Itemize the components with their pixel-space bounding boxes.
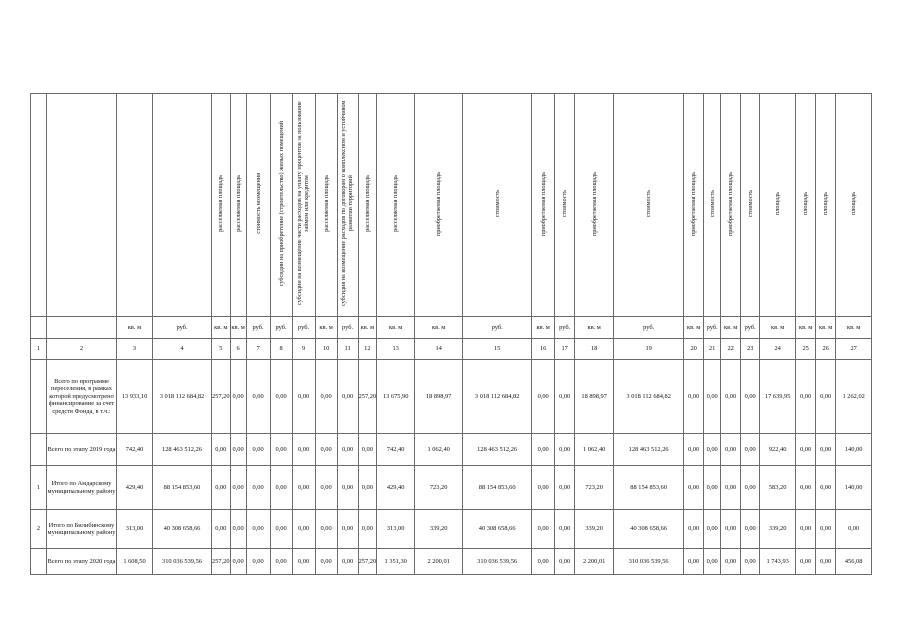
unit-cell: кв. м <box>212 317 231 339</box>
value-cell: 3 018 112 684,82 <box>153 360 212 434</box>
header-text: расселяемая площадь <box>234 175 242 233</box>
value-cell: 0,00 <box>741 510 760 549</box>
header-text: субсидии на приобретение (строительство) жилых помещений <box>277 121 285 287</box>
value-cell: 0,00 <box>721 360 741 434</box>
value-cell: 0,00 <box>230 360 246 434</box>
value-cell: 2 200,01 <box>575 549 614 575</box>
value-cell: 0,00 <box>741 466 760 510</box>
value-cell: 0,00 <box>337 510 358 549</box>
table-row <box>31 466 872 510</box>
column-number-cell: 17 <box>555 339 575 360</box>
unit-cell: кв. м <box>816 317 836 339</box>
value-cell: 0,00 <box>337 434 358 466</box>
unit-cell: руб. <box>270 317 292 339</box>
value-cell: 18 898,97 <box>575 360 614 434</box>
header-cell <box>358 94 377 317</box>
header-text: стоимость <box>645 190 653 218</box>
value-cell: 0,00 <box>704 549 721 575</box>
value-cell: 0,00 <box>704 434 721 466</box>
header-text: стоимость возмещения <box>254 173 262 235</box>
value-cell: 13 675,90 <box>377 360 415 434</box>
value-cell: 257,20 <box>212 549 231 575</box>
unit-cell: кв. м <box>684 317 704 339</box>
header-cell <box>212 94 231 317</box>
header-cell <box>337 94 358 317</box>
value-cell: 1 262,02 <box>836 360 872 434</box>
value-cell: 310 036 539,56 <box>153 549 212 575</box>
header-text: приобретаемая площадь <box>435 171 443 236</box>
table-row <box>31 510 872 549</box>
value-cell: 723,20 <box>415 466 463 510</box>
column-number-cell: 9 <box>292 339 315 360</box>
value-cell: 0,00 <box>212 434 231 466</box>
row-label-cell: Всего по этапу 2019 года <box>47 434 117 466</box>
column-number-cell: 1 <box>31 339 47 360</box>
unit-cell: кв. м <box>796 317 816 339</box>
header-cell <box>816 94 836 317</box>
header-cell <box>704 94 721 317</box>
column-number-cell: 27 <box>836 339 872 360</box>
value-cell: 257,20 <box>358 360 377 434</box>
value-cell: 339,20 <box>415 510 463 549</box>
value-cell: 339,20 <box>575 510 614 549</box>
header-text: субсидия на возмещение расходов по договорам о комплексном и устойчивом развитии территорий <box>340 101 355 307</box>
value-cell: 0,00 <box>230 466 246 510</box>
value-cell: 0,00 <box>270 549 292 575</box>
value-cell: 0,00 <box>741 434 760 466</box>
value-cell: 313,00 <box>117 510 153 549</box>
value-cell: 0,00 <box>212 510 231 549</box>
header-text: расселяемая площадь <box>363 175 371 233</box>
value-cell: 313,00 <box>377 510 415 549</box>
value-cell: 0,00 <box>315 510 337 549</box>
value-cell: 723,20 <box>575 466 614 510</box>
value-cell: 0,00 <box>684 466 704 510</box>
value-cell: 310 036 539,56 <box>614 549 684 575</box>
header-cell <box>246 94 270 317</box>
row-number-cell <box>31 360 47 434</box>
value-cell: 0,00 <box>270 434 292 466</box>
value-cell: 0,00 <box>292 510 315 549</box>
column-number-cell: 26 <box>816 339 836 360</box>
column-number-cell: 8 <box>270 339 292 360</box>
value-cell: 0,00 <box>315 434 337 466</box>
column-number-cell: 2 <box>47 339 117 360</box>
value-cell: 583,20 <box>760 466 796 510</box>
value-cell: 0,00 <box>684 434 704 466</box>
value-cell: 0,00 <box>741 360 760 434</box>
row-number-cell <box>31 549 47 575</box>
unit-cell: руб. <box>555 317 575 339</box>
column-number-cell: 15 <box>463 339 532 360</box>
resettlement-finance-table <box>30 93 872 575</box>
header-text: площадь <box>802 192 810 216</box>
value-cell: 0,00 <box>315 549 337 575</box>
value-cell: 18 898,97 <box>415 360 463 434</box>
value-cell: 742,40 <box>377 434 415 466</box>
header-cell <box>721 94 741 317</box>
value-cell: 40 308 658,66 <box>614 510 684 549</box>
column-number-cell: 22 <box>721 339 741 360</box>
table-row <box>31 549 872 575</box>
header-text: площадь <box>774 192 782 216</box>
value-cell: 0,00 <box>270 510 292 549</box>
header-text: расселяемая площадь <box>217 175 225 233</box>
header-cell <box>614 94 684 317</box>
header-text: расселяемая площадь <box>392 175 400 233</box>
value-cell: 922,40 <box>760 434 796 466</box>
value-cell: 310 036 539,56 <box>463 549 532 575</box>
unit-cell <box>31 317 47 339</box>
value-cell: 0,00 <box>721 549 741 575</box>
header-row <box>31 94 872 317</box>
header-text: приобретаемая площадь <box>590 171 598 236</box>
header-text: субсидии на возмещение части расходов на уплату процентов за пользование займом или кредитом <box>296 101 311 306</box>
value-cell: 1 351,30 <box>377 549 415 575</box>
value-cell: 0,00 <box>555 360 575 434</box>
value-cell: 0,00 <box>315 360 337 434</box>
unit-cell: руб. <box>337 317 358 339</box>
value-cell: 0,00 <box>704 510 721 549</box>
unit-cell: кв. м <box>836 317 872 339</box>
value-cell: 0,00 <box>292 549 315 575</box>
value-cell: 0,00 <box>315 466 337 510</box>
value-cell: 0,00 <box>796 549 816 575</box>
header-text: стоимость <box>708 190 716 218</box>
value-cell: 339,20 <box>760 510 796 549</box>
value-cell: 0,00 <box>555 510 575 549</box>
value-cell: 0,00 <box>358 510 377 549</box>
column-number-row <box>31 339 872 360</box>
value-cell: 742,40 <box>117 434 153 466</box>
value-cell: 0,00 <box>721 466 741 510</box>
value-cell: 13 933,10 <box>117 360 153 434</box>
value-cell: 0,00 <box>337 549 358 575</box>
value-cell: 88 154 853,60 <box>614 466 684 510</box>
header-cell <box>532 94 555 317</box>
unit-cell: руб. <box>463 317 532 339</box>
header-text: площадь <box>850 192 858 216</box>
row-label-cell: Всего по программе переселения, в рамках которой предусмотрено финансирование за счет средств Фонда, в т.ч.: <box>47 360 117 434</box>
value-cell: 40 308 658,66 <box>153 510 212 549</box>
column-number-cell: 18 <box>575 339 614 360</box>
value-cell: 0,00 <box>270 466 292 510</box>
unit-cell: руб. <box>292 317 315 339</box>
value-cell: 0,00 <box>741 549 760 575</box>
value-cell: 0,00 <box>555 549 575 575</box>
value-cell: 17 639,95 <box>760 360 796 434</box>
header-cell <box>270 94 292 317</box>
column-number-cell: 11 <box>337 339 358 360</box>
value-cell: 0,00 <box>836 510 872 549</box>
value-cell: 0,00 <box>358 466 377 510</box>
unit-cell: кв. м <box>230 317 246 339</box>
header-text: стоимость <box>561 190 569 218</box>
column-number-cell: 14 <box>415 339 463 360</box>
header-text: площадь <box>822 192 830 216</box>
column-number-cell: 16 <box>532 339 555 360</box>
value-cell: 2 200,01 <box>415 549 463 575</box>
header-text: приобретаемая площадь <box>690 171 698 236</box>
value-cell: 0,00 <box>684 510 704 549</box>
value-cell: 0,00 <box>796 510 816 549</box>
unit-cell: кв. м <box>315 317 337 339</box>
column-number-cell: 7 <box>246 339 270 360</box>
value-cell: 0,00 <box>230 510 246 549</box>
row-number-cell <box>31 434 47 466</box>
value-cell: 3 018 112 684,82 <box>463 360 532 434</box>
value-cell: 0,00 <box>292 434 315 466</box>
column-number-cell: 21 <box>704 339 721 360</box>
value-cell: 0,00 <box>555 466 575 510</box>
value-cell: 0,00 <box>337 360 358 434</box>
value-cell: 1 062,40 <box>415 434 463 466</box>
value-cell: 1 062,40 <box>575 434 614 466</box>
value-cell: 0,00 <box>270 360 292 434</box>
value-cell: 88 154 853,60 <box>463 466 532 510</box>
value-cell: 0,00 <box>721 434 741 466</box>
value-cell: 0,00 <box>292 360 315 434</box>
value-cell: 3 018 112 684,82 <box>614 360 684 434</box>
header-cell <box>760 94 796 317</box>
unit-cell: кв. м <box>358 317 377 339</box>
value-cell: 0,00 <box>684 549 704 575</box>
value-cell: 0,00 <box>816 466 836 510</box>
header-cell <box>31 94 47 317</box>
value-cell: 0,00 <box>796 434 816 466</box>
column-number-cell: 5 <box>212 339 231 360</box>
value-cell: 0,00 <box>246 510 270 549</box>
value-cell: 88 154 853,60 <box>153 466 212 510</box>
value-cell: 0,00 <box>704 466 721 510</box>
value-cell: 0,00 <box>704 360 721 434</box>
unit-cell: кв. м <box>117 317 153 339</box>
column-number-cell: 3 <box>117 339 153 360</box>
value-cell: 0,00 <box>816 434 836 466</box>
value-cell: 0,00 <box>246 360 270 434</box>
value-cell: 0,00 <box>816 360 836 434</box>
column-number-cell: 24 <box>760 339 796 360</box>
value-cell: 0,00 <box>532 466 555 510</box>
value-cell: 0,00 <box>532 360 555 434</box>
column-number-cell: 12 <box>358 339 377 360</box>
table-row <box>31 434 872 466</box>
unit-cell: руб. <box>246 317 270 339</box>
value-cell: 0,00 <box>816 549 836 575</box>
column-number-cell: 20 <box>684 339 704 360</box>
value-cell: 0,00 <box>246 549 270 575</box>
unit-cell: руб. <box>741 317 760 339</box>
column-number-cell: 19 <box>614 339 684 360</box>
header-cell <box>292 94 315 317</box>
unit-cell: кв. м <box>415 317 463 339</box>
value-cell: 128 463 512,26 <box>153 434 212 466</box>
column-number-cell: 4 <box>153 339 212 360</box>
column-number-cell: 23 <box>741 339 760 360</box>
value-cell: 257,20 <box>358 549 377 575</box>
header-text: стоимость <box>746 190 754 218</box>
header-text: приобретаемая площадь <box>727 171 735 236</box>
column-number-cell: 10 <box>315 339 337 360</box>
value-cell: 1 608,50 <box>117 549 153 575</box>
value-cell: 0,00 <box>358 434 377 466</box>
value-cell: 456,08 <box>836 549 872 575</box>
header-cell <box>415 94 463 317</box>
unit-cell: кв. м <box>721 317 741 339</box>
header-text: стоимость <box>493 190 501 218</box>
value-cell: 128 463 512,26 <box>614 434 684 466</box>
header-cell <box>555 94 575 317</box>
header-cell <box>463 94 532 317</box>
row-label-cell: Всего по этапу 2020 года <box>47 549 117 575</box>
value-cell: 429,40 <box>117 466 153 510</box>
row-label-cell: Итого по Билибинскому муниципальному району <box>47 510 117 549</box>
column-number-cell: 25 <box>796 339 816 360</box>
value-cell: 1 743,93 <box>760 549 796 575</box>
unit-cell: руб. <box>153 317 212 339</box>
value-cell: 0,00 <box>532 549 555 575</box>
unit-cell: кв. м <box>532 317 555 339</box>
value-cell: 0,00 <box>721 510 741 549</box>
row-label-cell: Итого по Амдарскому муниципальному району <box>47 466 117 510</box>
unit-cell: кв. м <box>575 317 614 339</box>
header-cell <box>315 94 337 317</box>
value-cell: 429,40 <box>377 466 415 510</box>
value-cell: 128 463 512,26 <box>463 434 532 466</box>
value-cell: 0,00 <box>796 360 816 434</box>
header-cell <box>575 94 614 317</box>
column-number-cell: 6 <box>230 339 246 360</box>
header-cell <box>230 94 246 317</box>
value-cell: 40 308 658,66 <box>463 510 532 549</box>
unit-cell: кв. м <box>377 317 415 339</box>
units-row <box>31 317 872 339</box>
header-cell <box>741 94 760 317</box>
value-cell: 0,00 <box>246 434 270 466</box>
header-cell <box>153 94 212 317</box>
value-cell: 257,20 <box>212 360 231 434</box>
unit-cell: кв. м <box>760 317 796 339</box>
value-cell: 0,00 <box>230 549 246 575</box>
column-number-cell: 13 <box>377 339 415 360</box>
header-cell <box>836 94 872 317</box>
value-cell: 0,00 <box>532 434 555 466</box>
row-number-cell: 1 <box>31 466 47 510</box>
value-cell: 0,00 <box>796 466 816 510</box>
header-text: приобретаемая площадь <box>539 171 547 236</box>
value-cell: 140,00 <box>836 466 872 510</box>
unit-cell: руб. <box>614 317 684 339</box>
value-cell: 0,00 <box>532 510 555 549</box>
value-cell: 0,00 <box>555 434 575 466</box>
header-cell <box>684 94 704 317</box>
unit-cell: руб. <box>704 317 721 339</box>
header-cell <box>377 94 415 317</box>
value-cell: 0,00 <box>684 360 704 434</box>
value-cell: 0,00 <box>337 466 358 510</box>
value-cell: 0,00 <box>212 466 231 510</box>
value-cell: 0,00 <box>292 466 315 510</box>
header-cell <box>117 94 153 317</box>
value-cell: 140,00 <box>836 434 872 466</box>
value-cell: 0,00 <box>246 466 270 510</box>
value-cell: 0,00 <box>816 510 836 549</box>
value-cell: 0,00 <box>230 434 246 466</box>
header-cell <box>796 94 816 317</box>
unit-cell <box>47 317 117 339</box>
table-row <box>31 360 872 434</box>
table-body <box>31 94 872 575</box>
row-number-cell: 2 <box>31 510 47 549</box>
header-text: расселяемая площадь <box>322 175 330 233</box>
header-cell <box>47 94 117 317</box>
